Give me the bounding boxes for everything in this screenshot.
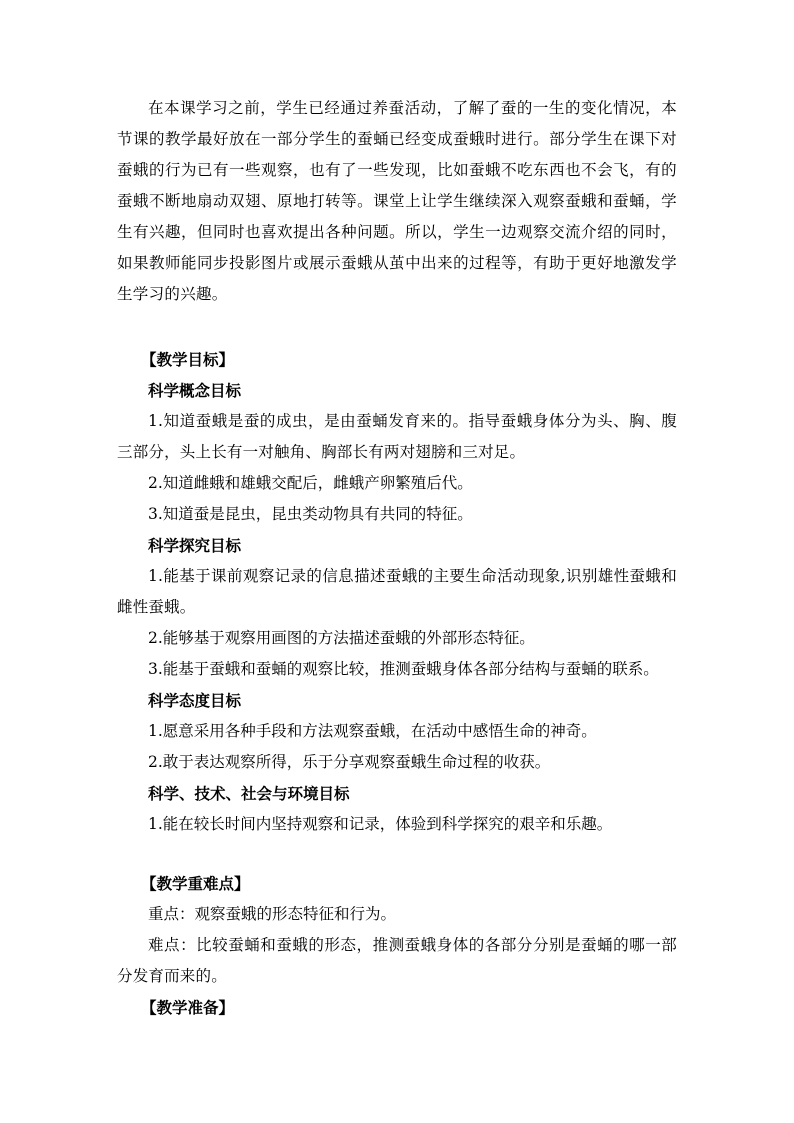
intro-paragraph: 在本课学习之前，学生已经通过养蚕活动，了解了蚕的一生的变化情况，本节课的教学最好放在一部分学生的蚕蛹已经变成蚕蛾时进行。部分学生在课下对蚕蛾的行为已有一些观察，也有了一些发现，比如蚕蛾不吃东西也不会飞，有的蚕蛾不断地扇动双翅、原地打转等。课堂上让学生继续深入观察蚕蛾和蚕蛹，学生有兴趣，但同时也喜欢提出各种问题。所以，学生一边观察交流介绍的同时，如果教师能同步投影图片或展示蚕蛾从茧中出来的过程等，有助于更好地激发学生学习的兴趣。 [117, 99, 677, 303]
sts-goals-title: 科学、技术、社会与环境目标 [148, 784, 350, 803]
inquiry-goal-item: 2.能够基于观察用画图的方法描述蚕蛾的外部形态特征。 [148, 629, 535, 647]
inquiry-goal-item: 3.能基于蚕蛾和蚕蛹的观察比较，推测蚕蛾身体各部分结构与蚕蛹的联系。 [148, 660, 659, 678]
keypoint-difficulty: 难点：比较蚕蛹和蚕蛾的形态，推测蚕蛾身体的各部分分别是蚕蛹的哪一部分发育而来的。 [117, 936, 677, 985]
attitude-goal-item: 1.愿意采用各种手段和方法观察蚕蛾，在活动中感悟生命的神奇。 [148, 722, 597, 740]
keypoints-heading: 【教学重难点】 [141, 874, 250, 893]
attitude-goal-item: 2.敢于表达观察所得，乐于分享观察蚕蛾生命过程的收获。 [148, 753, 551, 771]
concept-goals-title: 科学概念目标 [148, 381, 242, 400]
spacer [117, 840, 677, 868]
inquiry-goal-item: 1.能基于课前观察记录的信息描述蚕蛾的主要生命活动现象,识别雄性蚕蛾和雌性蚕蛾。 [117, 567, 677, 616]
concept-goal-item: 3.知道蚕是昆虫，昆虫类动物具有共同的特征。 [148, 505, 473, 523]
attitude-goals-title: 科学态度目标 [148, 691, 242, 710]
inquiry-goals-title: 科学探究目标 [148, 536, 242, 555]
keypoint-focus: 重点：观察蚕蛾的形态特征和行为。 [148, 905, 397, 923]
sts-goal-item: 1.能在较长时间内坚持观察和记录，体验到科学探究的艰辛和乐趣。 [148, 815, 613, 833]
document-page [117, 93, 677, 1023]
spacer [117, 310, 677, 344]
preparation-heading: 【教学准备】 [141, 998, 235, 1017]
concept-goal-item: 1.知道蚕蛾是蚕的成虫，是由蚕蛹发育来的。指导蚕蛾身体分为头、胸、腹三部分，头上长有一对触角、胸部长有两对翅膀和三对足。 [117, 412, 677, 461]
objectives-heading: 【教学目标】 [141, 350, 235, 369]
concept-goal-item: 2.知道雌蛾和雄蛾交配后，雌蛾产卵繁殖后代。 [148, 474, 473, 492]
